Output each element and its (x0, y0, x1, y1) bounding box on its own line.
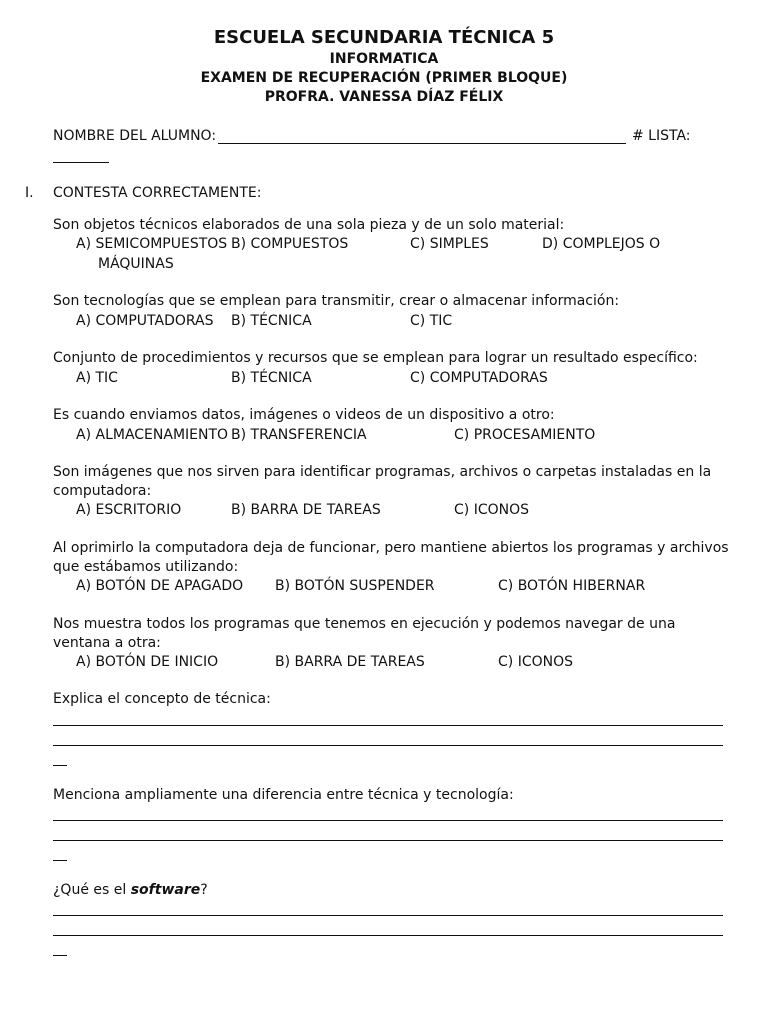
list-number-label: # LISTA: (632, 128, 691, 144)
open-question-2: Menciona ampliamente una diferencia entre técnica y tecnología: (53, 787, 514, 803)
q3-option-b[interactable]: B) TÉCNICA (231, 370, 312, 386)
question-7: Nos muestra todos los programas que tenemos en ejecución y podemos navegar de una ventana a otra: (53, 616, 676, 651)
answer-line[interactable] (53, 820, 723, 821)
open-question-3-pre: ¿Qué es el (53, 882, 131, 898)
teacher-name: PROFRA. VANESSA DÍAZ FÉLIX (264, 89, 504, 105)
open-question-1: Explica el concepto de técnica: (53, 691, 271, 707)
q5-option-c[interactable]: C) ICONOS (454, 502, 529, 518)
q4-option-c[interactable]: C) PROCESAMIENTO (454, 427, 596, 443)
exam-title: EXAMEN DE RECUPERACIÓN (PRIMER BLOQUE) (200, 70, 568, 86)
question-5: Son imágenes que nos sirven para identificar programas, archivos o carpetas instaladas en la computadora: (53, 464, 712, 499)
q3-option-c[interactable]: C) COMPUTADORAS (410, 370, 548, 386)
q1-option-d[interactable]: D) COMPLEJOS O (542, 236, 661, 252)
school-name: ESCUELA SECUNDARIA TÉCNICA 5 (213, 27, 555, 48)
exam-header (0, 26, 768, 107)
q4-option-a[interactable]: A) ALMACENAMIENTO (76, 427, 229, 443)
answer-line[interactable] (53, 840, 723, 841)
answer-line[interactable] (53, 765, 67, 766)
q1-option-c[interactable]: C) SIMPLES (410, 236, 489, 252)
answer-line[interactable] (53, 935, 723, 936)
q6-option-b[interactable]: B) BOTÓN SUSPENDER (275, 578, 435, 594)
student-name-label: NOMBRE DEL ALUMNO: (53, 128, 217, 144)
open-question-3-post: ? (200, 882, 208, 898)
q6-option-a[interactable]: A) BOTÓN DE APAGADO (76, 578, 244, 594)
q4-option-b[interactable]: B) TRANSFERENCIA (231, 427, 367, 443)
list-number-blank[interactable] (53, 162, 109, 163)
section-title: CONTESTA CORRECTAMENTE: (53, 185, 262, 201)
section-numeral: I. (25, 185, 34, 201)
answer-line[interactable] (53, 915, 723, 916)
q7-option-c[interactable]: C) ICONOS (498, 654, 573, 670)
q7-option-a[interactable]: A) BOTÓN DE INICIO (76, 654, 219, 670)
q2-option-a[interactable]: A) COMPUTADORAS (76, 313, 214, 329)
question-6: Al oprimirlo la computadora deja de funcionar, pero mantiene abiertos los programas y archivos que estábamos utilizando: (53, 540, 729, 575)
q2-option-c[interactable]: C) TIC (410, 313, 453, 329)
answer-line[interactable] (53, 725, 723, 726)
q3-option-a[interactable]: A) TIC (76, 370, 118, 386)
answer-line[interactable] (53, 745, 723, 746)
q5-option-b[interactable]: B) BARRA DE TAREAS (231, 502, 381, 518)
question-3: Conjunto de procedimientos y recursos que se emplean para lograr un resultado específico: (53, 350, 698, 366)
q5-option-a[interactable]: A) ESCRITORIO (76, 502, 182, 518)
open-question-3 (53, 881, 208, 900)
question-2: Son tecnologías que se emplean para transmitir, crear o almacenar información: (53, 293, 620, 309)
student-name-blank[interactable] (218, 143, 626, 144)
answer-line[interactable] (53, 955, 67, 956)
q6-option-c[interactable]: C) BOTÓN HIBERNAR (498, 578, 646, 594)
answer-line[interactable] (53, 860, 67, 861)
question-1: Son objetos técnicos elaborados de una sola pieza y de un solo material: (53, 217, 565, 233)
q1-option-b[interactable]: B) COMPUESTOS (231, 236, 349, 252)
subject-name: INFORMATICA (329, 51, 439, 67)
q1-option-a[interactable]: A) SEMICOMPUESTOS (76, 236, 228, 252)
question-4: Es cuando enviamos datos, imágenes o videos de un dispositivo a otro: (53, 407, 555, 423)
software-term: software (130, 882, 201, 898)
q2-option-b[interactable]: B) TÉCNICA (231, 313, 312, 329)
q7-option-b[interactable]: B) BARRA DE TAREAS (275, 654, 425, 670)
q1-option-d-cont: MÁQUINAS (98, 256, 174, 272)
